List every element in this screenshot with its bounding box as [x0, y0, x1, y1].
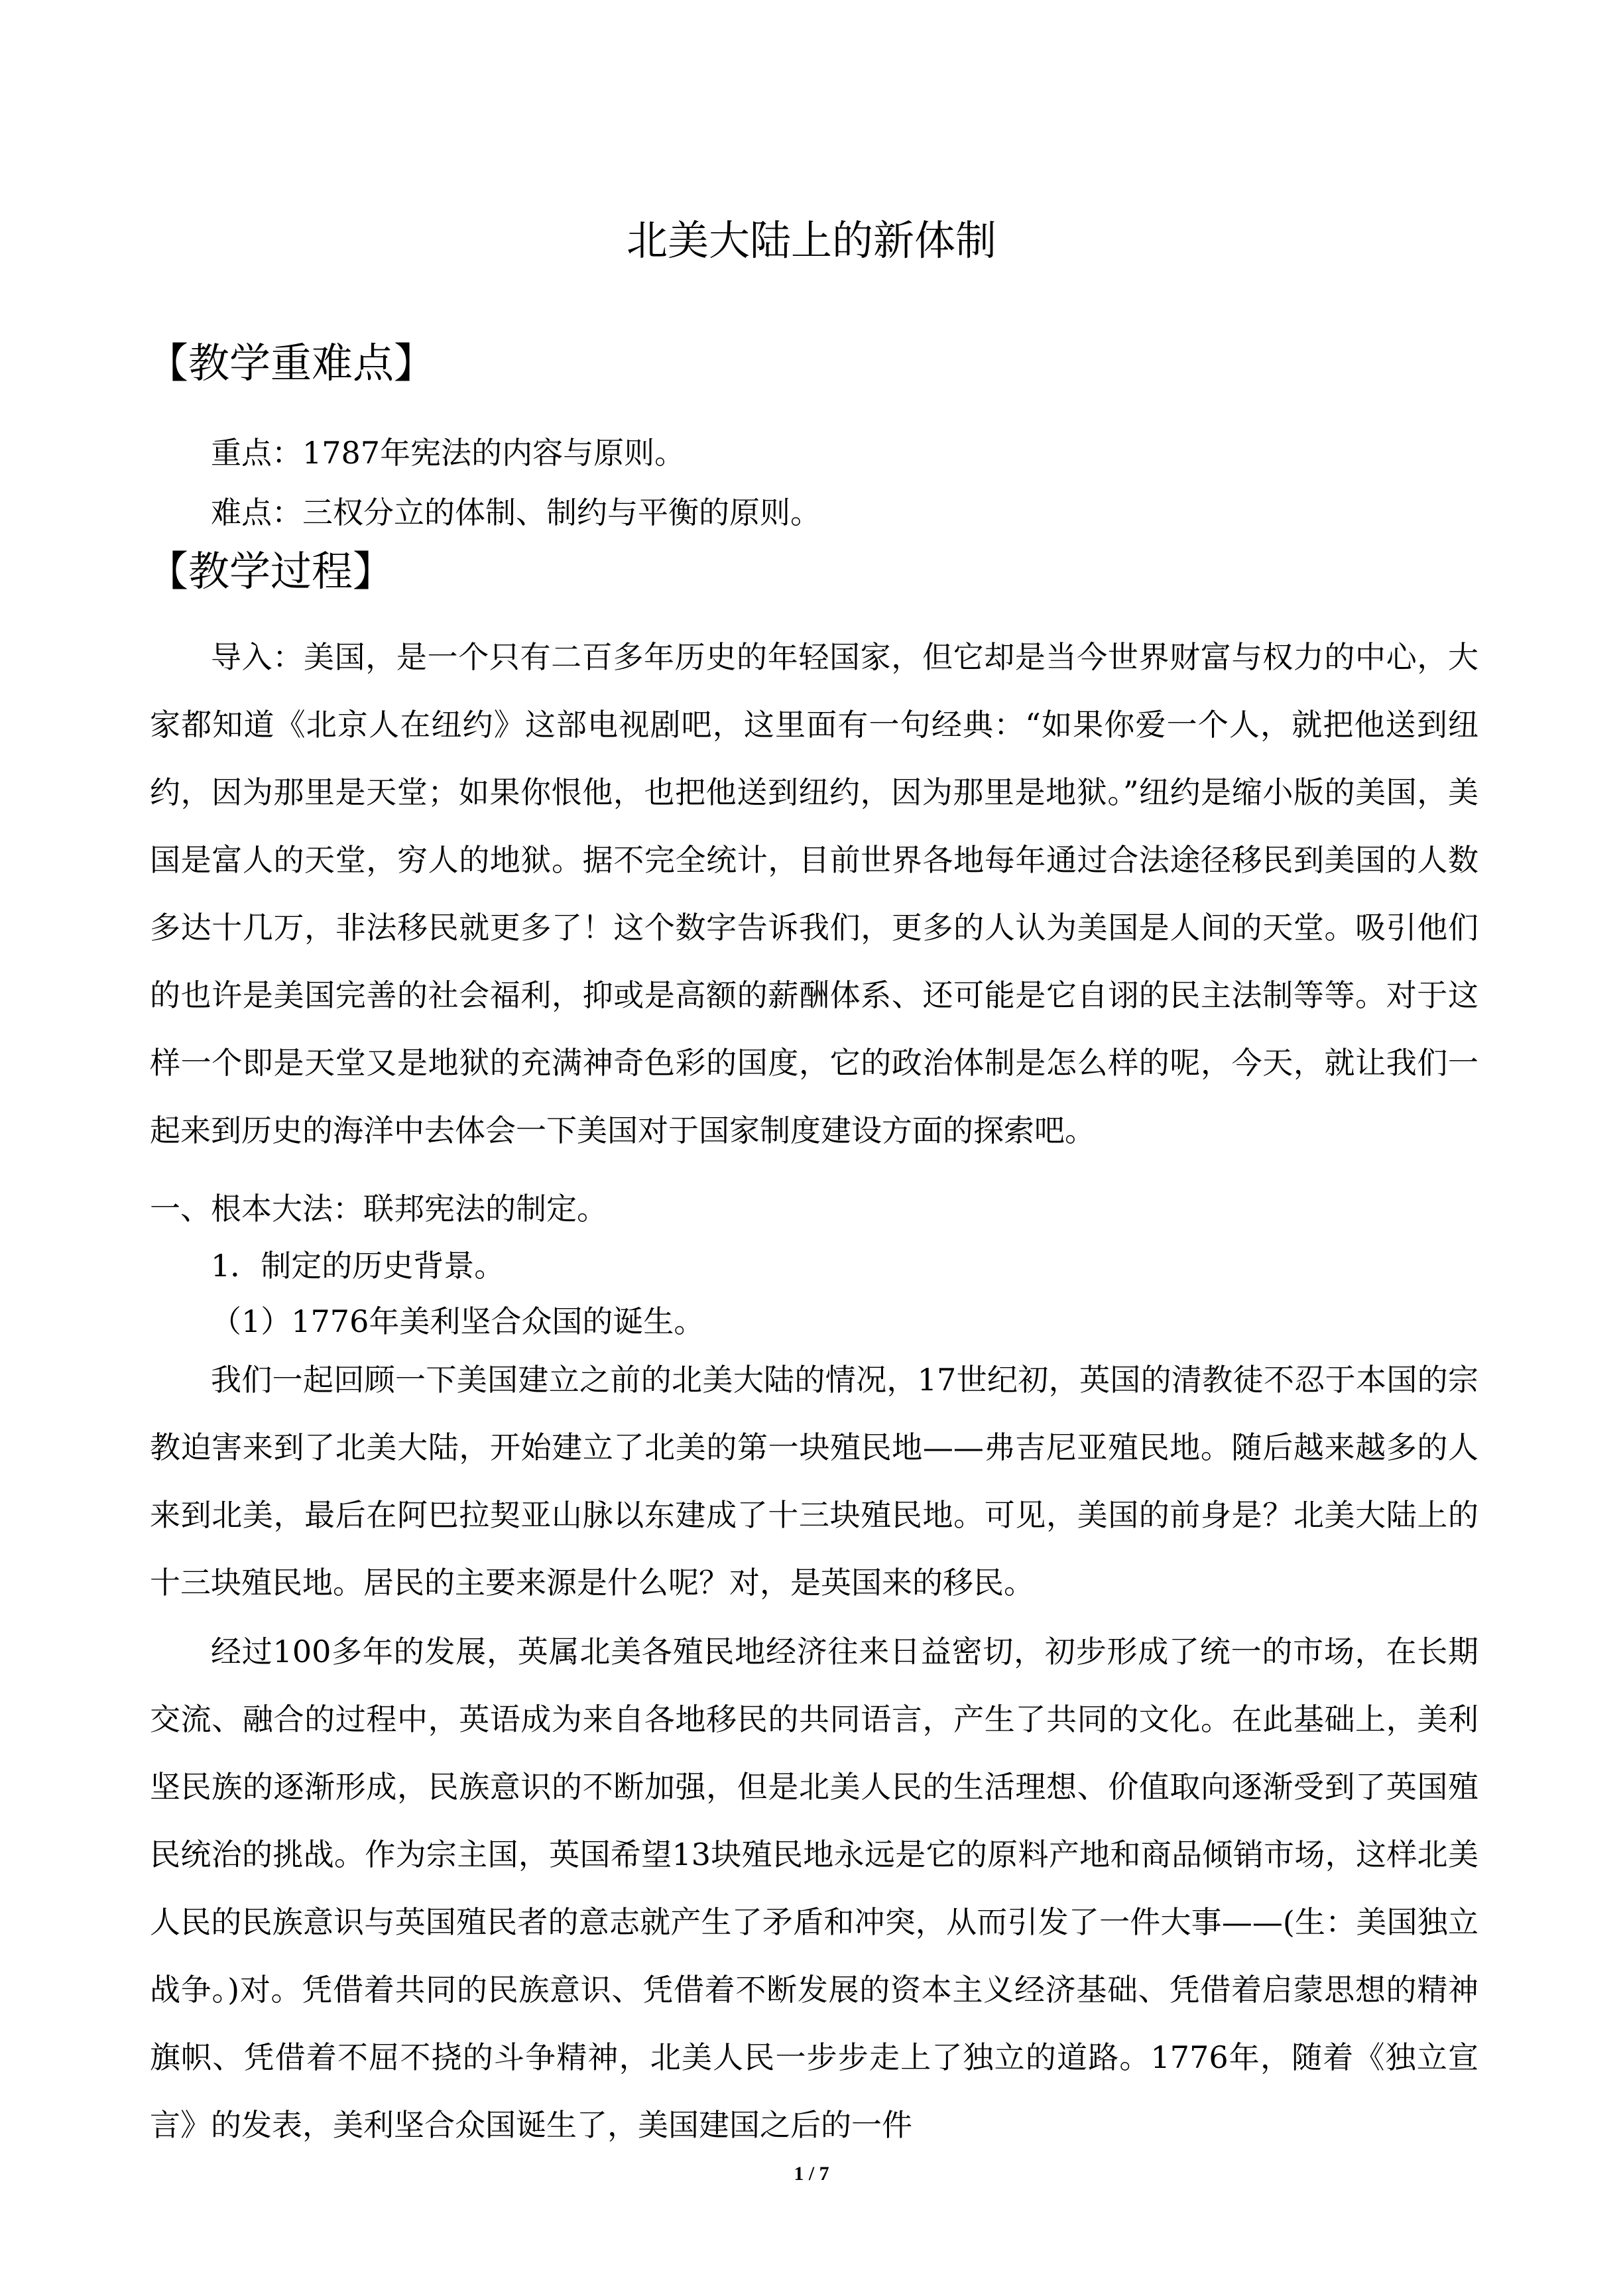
paragraph-independence: 经过100多年的发展，英属北美各殖民地经济往来日益密切，初步形成了统一的市场，在长期交流、融合的过程中，英语成为来自各地移民的共同语言，产生了共同的文化。在此基础上，美利坚民族的逐渐形成，民族意识的不断加强，但是北美人民的生活理想、价值取向逐渐受到了英国殖民统治的挑战。作为宗主国，英国希望13块殖民地永远是它的原料产地和商品倾销市场，这样北美人民的民族意识与英国殖民者的意志就产生了矛盾和冲突，从而引发了一件大事——(生：美国独立战争。)对。凭借着共同的民族意识、凭借着不断发展的资本主义经济基础、凭借着启蒙思想的精神旗帜、凭借着不屈不挠的斗争精神，北美人民一步步走上了独立的道路。1776年，随着《独立宣言》的发表，美利坚合众国诞生了，美国建国之后的一件 — [150, 1634, 1478, 2143]
page-number: 1 / 7 — [794, 2163, 829, 2185]
document-title: 北美大陆上的新体制 — [626, 216, 996, 265]
heading-teaching-process: 【教学过程】 — [147, 547, 394, 595]
difficult-point-line: 难点：三权分立的体制、制约与平衡的原则。 — [211, 495, 821, 530]
subsubsection-heading-1: （1）1776年美利坚合众国的诞生。 — [211, 1303, 705, 1339]
heading-teaching-keypoints: 【教学重难点】 — [147, 339, 436, 387]
paragraph-background: 我们一起回顾一下美国建立之前的北美大陆的情况，17世纪初，英国的清教徒不忍于本国的宗教迫害来到了北美大陆，开始建立了北美的第一块殖民地——弗吉尼亚殖民地。随后越来越多的人来到北美，最后在阿巴拉契亚山脉以东建成了十三块殖民地。可见，美国的前身是？北美大陆上的十三块殖民地。居民的主要来源是什么呢？对，是英国来的移民。 — [150, 1362, 1478, 1601]
section-heading-1: 一、根本大法：联邦宪法的制定。 — [150, 1191, 607, 1227]
intro-paragraph: 导入：美国，是一个只有二百多年历史的年轻国家，但它却是当今世界财富与权力的中心，大家都知道《北京人在纽约》这部电视剧吧，这里面有一句经典：“如果你爱一个人，就把他送到纽约，因为那里是天堂；如果你恨他，也把他送到纽约，因为那里是地狱。”纽约是缩小版的美国，美国是富人的天堂，穷人的地狱。据不完全统计，目前世界各地每年通过合法途径移民到美国的人数多达十几万，非法移民就更多了！这个数字告诉我们，更多的人认为美国是人间的天堂。吸引他们的也许是美国完善的社会福利，抑或是高额的薪酬体系、还可能是它自诩的民主法制等等。对于这样一个即是天堂又是地狱的充满神奇色彩的国度，它的政治体制是怎么样的呢，今天，就让我们一起来到历史的海洋中去体会一下美国对于国家制度建设方面的探索吧。 — [150, 639, 1478, 1148]
key-point-line: 重点：1787年宪法的内容与原则。 — [211, 435, 686, 471]
subsection-heading-1: 1．制定的历史背景。 — [211, 1248, 505, 1284]
